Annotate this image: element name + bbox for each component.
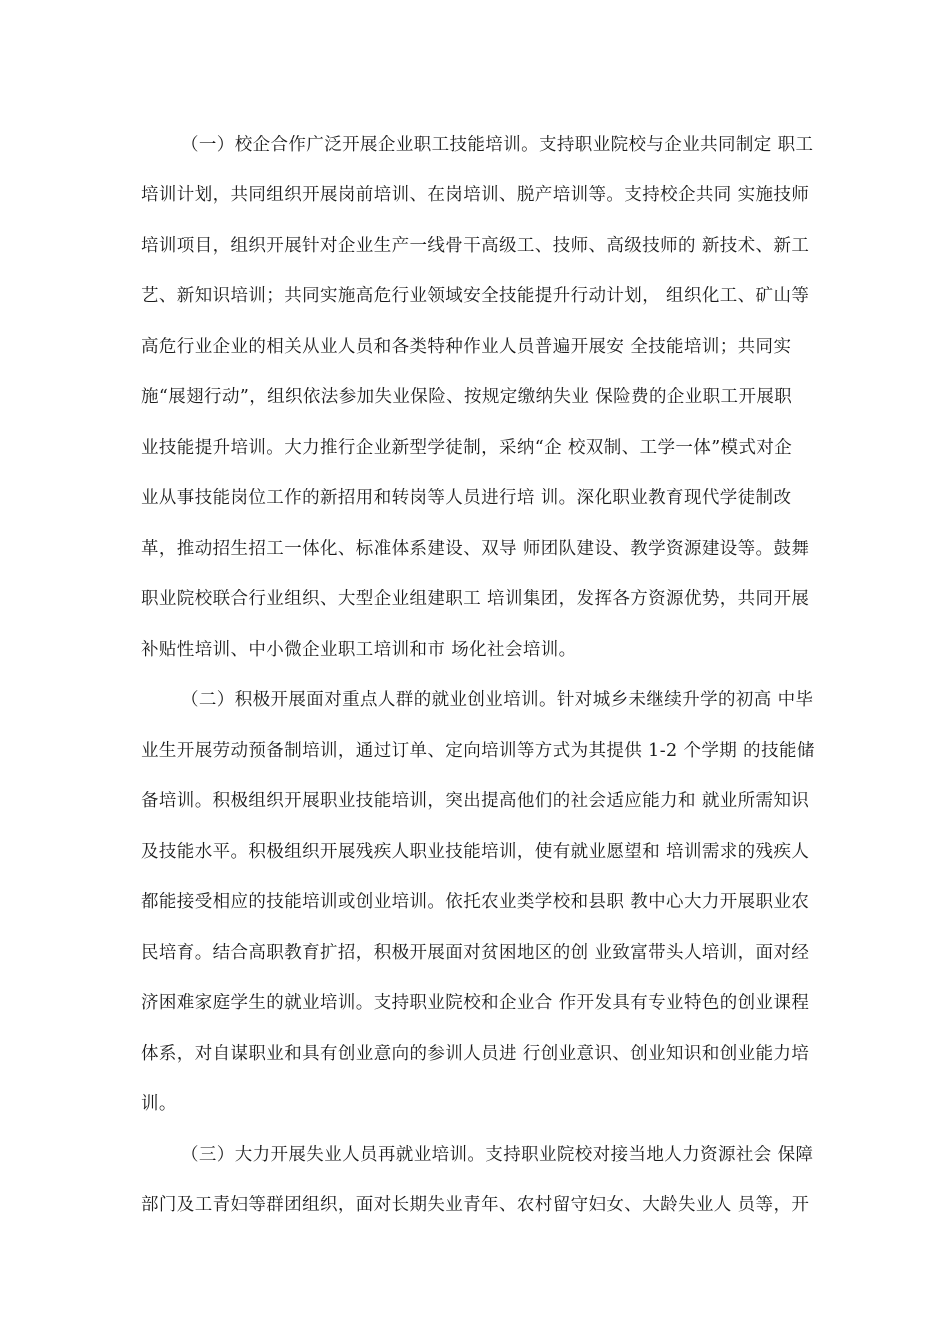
paragraph-line: 训。 [141, 1094, 177, 1114]
paragraph-line: 艺、新知识培训；共同实施高危行业领域安全技能提升行动计划， 组织化工、矿山等 [141, 286, 810, 306]
paragraph-line: 高危行业企业的相关从业人员和各类特种作业人员普遍开展安 全技能培训；共同实 [141, 337, 792, 357]
paragraph-line: 济困难家庭学生的就业培训。支持职业院校和企业合 作开发具有专业特色的创业课程 [141, 993, 810, 1013]
paragraph-line: （一）校企合作广泛开展企业职工技能培训。支持职业院校与企业共同制定 职工 [181, 135, 814, 155]
paragraph-line: 革，推动招生招工一体化、标准体系建设、双导 师团队建设、教学资源建设等。鼓舞 [141, 539, 810, 559]
paragraph-line: 培训计划，共同组织开展岗前培训、在岗培训、脱产培训等。支持校企共同 实施技师 [141, 185, 810, 205]
paragraph-line: 及技能水平。积极组织开展残疾人职业技能培训，使有就业愿望和 培训需求的残疾人 [141, 842, 810, 862]
paragraph-line: 备培训。积极组织开展职业技能培训，突出提高他们的社会适应能力和 就业所需知识 [141, 791, 810, 811]
paragraph-line: 培训项目，组织开展针对企业生产一线骨干高级工、技师、高级技师的 新技术、新工 [141, 236, 810, 256]
paragraph-line: （二）积极开展面对重点人群的就业创业培训。针对城乡未继续升学的初高 中毕 [181, 690, 814, 710]
paragraph-line: 业从事技能岗位工作的新招用和转岗等人员进行培 训。深化职业教育现代学徒制改 [141, 488, 792, 508]
paragraph-line: 部门及工青妇等群团组织，面对长期失业青年、农村留守妇女、大龄失业人 员等，开 [141, 1195, 810, 1215]
paragraph-line: 都能接受相应的技能培训或创业培训。依托农业类学校和县职 教中心大力开展职业农 [141, 892, 810, 912]
paragraph-line: 体系，对自谋职业和具有创业意向的参训人员进 行创业意识、创业知识和创业能力培 [141, 1044, 810, 1064]
paragraph-line: （三）大力开展失业人员再就业培训。支持职业院校对接当地人力资源社会 保障 [181, 1145, 814, 1165]
paragraph-line: 职业院校联合行业组织、大型企业组建职工 培训集团，发挥各方资源优势，共同开展 [141, 589, 810, 609]
paragraph-line: 补贴性培训、中小微企业职工培训和市 场化社会培训。 [141, 640, 577, 660]
paragraph-line: 施“展翅行动”，组织依法参加失业保险、按规定缴纳失业 保险费的企业职工开展职 [141, 387, 793, 407]
paragraph-line: 业生开展劳动预备制培训，通过订单、定向培训等方式为其提供 1-2 个学期 的技能储 [141, 741, 815, 761]
paragraph-line: 民培育。结合高职教育扩招，积极开展面对贫困地区的创 业致富带头人培训，面对经 [141, 943, 810, 963]
paragraph-line: 业技能提升培训。大力推行企业新型学徒制，采纳“企 校双制、工学一体”模式对企 [141, 438, 793, 458]
